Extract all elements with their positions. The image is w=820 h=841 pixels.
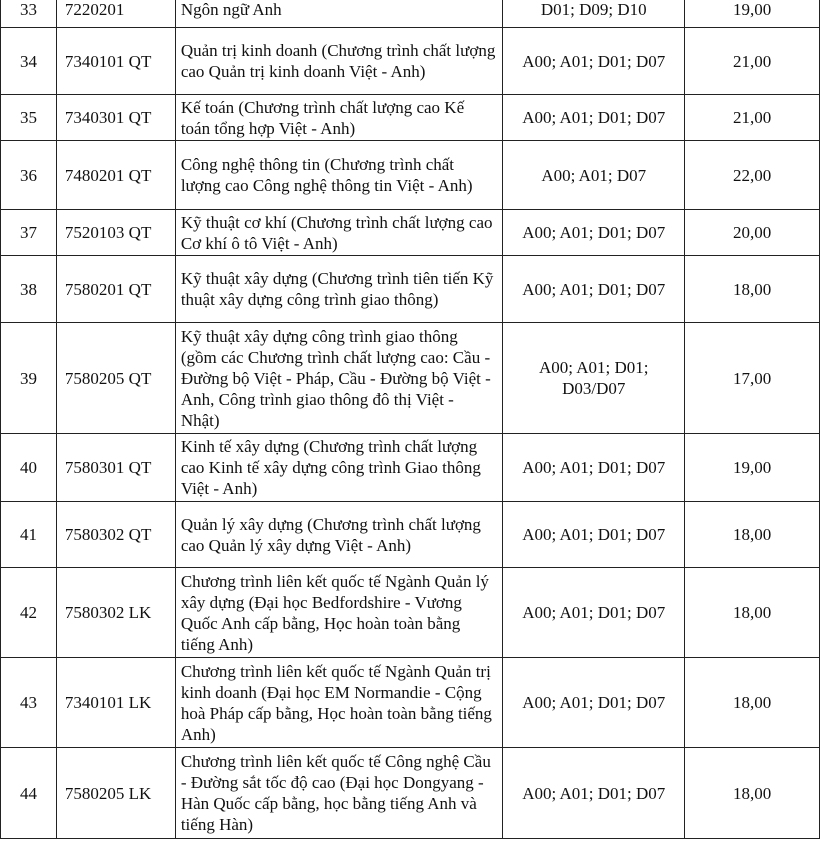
table-row <box>1 28 820 95</box>
benchmark-score: 17,00 <box>685 323 820 434</box>
subject-combinations: A00; A01; D01; D07 <box>503 28 685 95</box>
major-code: 7480201 QT <box>56 141 175 210</box>
major-name: Kỹ thuật cơ khí (Chương trình chất lượng cao Cơ khí ô tô Việt - Anh) <box>175 210 503 256</box>
table-row <box>1 141 820 210</box>
subject-combinations: A00; A01; D01; D03/D07 <box>503 323 685 434</box>
major-name: Kinh tế xây dựng (Chương trình chất lượng cao Kinh tế xây dựng công trình Giao thông Việt - Anh) <box>175 434 503 502</box>
subject-combinations: A00; A01; D01; D07 <box>503 502 685 568</box>
subject-combinations: A00; A01; D01; D07 <box>503 256 685 323</box>
row-number: 36 <box>1 141 57 210</box>
major-code: 7580201 QT <box>56 256 175 323</box>
major-code: 7580301 QT <box>56 434 175 502</box>
major-code: 7580205 QT <box>56 323 175 434</box>
major-name: Chương trình liên kết quốc tế Ngành Quản lý xây dựng (Đại học Bedfordshire - Vương Quốc Anh cấp bằng, Học hoàn toàn bằng tiếng Anh) <box>175 568 503 658</box>
table-row <box>1 568 820 658</box>
row-number: 40 <box>1 434 57 502</box>
major-name: Ngôn ngữ Anh <box>175 0 503 28</box>
major-code: 7220201 <box>56 0 175 28</box>
row-number: 43 <box>1 658 57 748</box>
row-number: 37 <box>1 210 57 256</box>
row-number: 41 <box>1 502 57 568</box>
table-row <box>1 323 820 434</box>
subject-combinations: A00; A01; D01; D07 <box>503 568 685 658</box>
major-name: Kỹ thuật xây dựng công trình giao thông (gồm các Chương trình chất lượng cao: Cầu - Đường bộ Việt - Pháp, Cầu - Đường bộ Việt - Anh, Công trình giao thông đô thị Việt - Nhật) <box>175 323 503 434</box>
major-name: Quản trị kinh doanh (Chương trình chất lượng cao Quản trị kinh doanh Việt - Anh) <box>175 28 503 95</box>
major-code: 7580302 QT <box>56 502 175 568</box>
benchmark-score: 19,00 <box>685 0 820 28</box>
table-row <box>1 0 820 28</box>
subject-combinations: D01; D09; D10 <box>503 0 685 28</box>
major-code: 7340101 QT <box>56 28 175 95</box>
table-body <box>1 0 820 839</box>
benchmark-score: 18,00 <box>685 748 820 839</box>
row-number: 39 <box>1 323 57 434</box>
row-number: 38 <box>1 256 57 323</box>
benchmark-score: 21,00 <box>685 28 820 95</box>
subject-combinations: A00; A01; D01; D07 <box>503 434 685 502</box>
subject-combinations: A00; A01; D01; D07 <box>503 658 685 748</box>
major-name: Chương trình liên kết quốc tế Ngành Quản trị kinh doanh (Đại học EM Normandie - Cộng hoà Pháp cấp bằng, Học hoàn toàn bằng tiếng Anh) <box>175 658 503 748</box>
table-row <box>1 434 820 502</box>
table-row <box>1 748 820 839</box>
row-number: 35 <box>1 95 57 141</box>
major-code: 7340301 QT <box>56 95 175 141</box>
table-row <box>1 95 820 141</box>
major-code: 7340101 LK <box>56 658 175 748</box>
benchmark-score: 18,00 <box>685 658 820 748</box>
table-row <box>1 502 820 568</box>
benchmark-score: 21,00 <box>685 95 820 141</box>
row-number: 44 <box>1 748 57 839</box>
row-number: 34 <box>1 28 57 95</box>
table-row <box>1 256 820 323</box>
benchmark-score: 18,00 <box>685 502 820 568</box>
benchmark-score: 18,00 <box>685 568 820 658</box>
major-code: 7520103 QT <box>56 210 175 256</box>
major-code: 7580205 LK <box>56 748 175 839</box>
row-number: 33 <box>1 0 57 28</box>
subject-combinations: A00; A01; D01; D07 <box>503 95 685 141</box>
major-code: 7580302 LK <box>56 568 175 658</box>
table-row <box>1 658 820 748</box>
subject-combinations: A00; A01; D07 <box>503 141 685 210</box>
table-row <box>1 210 820 256</box>
major-name: Kỹ thuật xây dựng (Chương trình tiên tiến Kỹ thuật xây dựng công trình giao thông) <box>175 256 503 323</box>
major-name: Quản lý xây dựng (Chương trình chất lượng cao Quản lý xây dựng Việt - Anh) <box>175 502 503 568</box>
benchmark-score: 19,00 <box>685 434 820 502</box>
benchmark-score: 20,00 <box>685 210 820 256</box>
row-number: 42 <box>1 568 57 658</box>
major-name: Công nghệ thông tin (Chương trình chất lượng cao Công nghệ thông tin Việt - Anh) <box>175 141 503 210</box>
subject-combinations: A00; A01; D01; D07 <box>503 748 685 839</box>
subject-combinations: A00; A01; D01; D07 <box>503 210 685 256</box>
benchmark-score: 22,00 <box>685 141 820 210</box>
major-name: Kế toán (Chương trình chất lượng cao Kế toán tổng hợp Việt - Anh) <box>175 95 503 141</box>
major-name: Chương trình liên kết quốc tế Công nghệ Cầu - Đường sắt tốc độ cao (Đại học Dongyang - Hàn Quốc cấp bằng, học bằng tiếng Anh và tiếng Hàn) <box>175 748 503 839</box>
benchmark-score: 18,00 <box>685 256 820 323</box>
